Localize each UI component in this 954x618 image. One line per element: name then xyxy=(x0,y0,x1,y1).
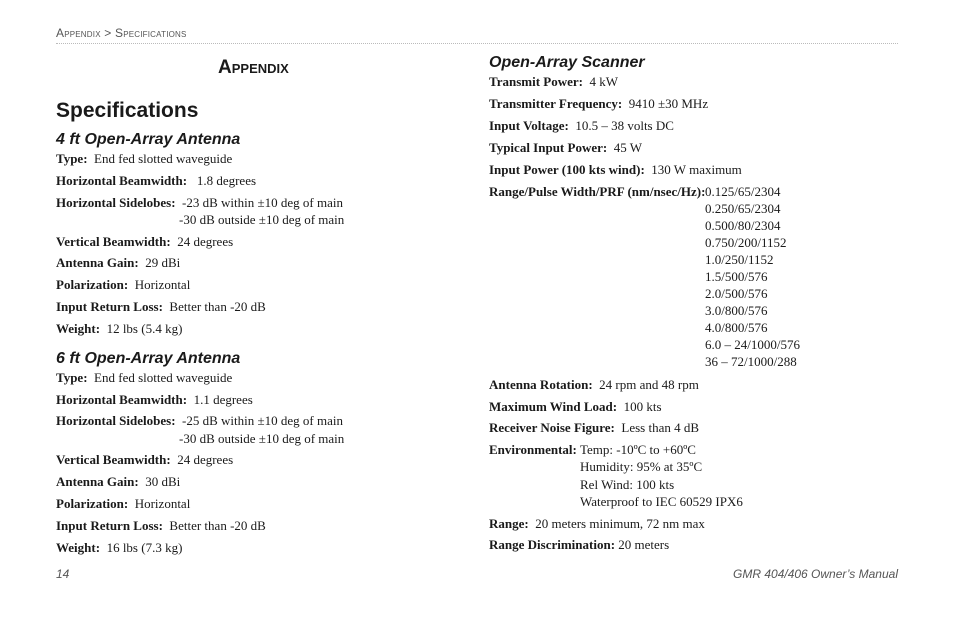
spec-row xyxy=(489,95,708,112)
spec-row xyxy=(489,515,705,532)
page-number: 14 xyxy=(56,567,70,581)
spec-label: Antenna Gain: xyxy=(56,255,139,270)
spec-label: Receiver Noise Figure: xyxy=(489,420,615,435)
spec-row xyxy=(56,391,253,408)
environmental-value: Waterproof to IEC 60529 IPX6 xyxy=(580,494,743,509)
spec-label: Horizontal Beamwidth: xyxy=(56,392,188,407)
spec-row xyxy=(56,254,180,271)
range-pulse-value: 3.0/800/576 xyxy=(705,303,768,318)
spec-row xyxy=(56,517,266,534)
spec-label: Horizontal Sidelobes: xyxy=(56,195,176,210)
spec-label: Environmental: xyxy=(489,442,577,457)
spec-label: Input Power (100 kts wind): xyxy=(489,162,645,177)
spec-value: 20 meters minimum, 72 nm max xyxy=(535,516,705,531)
spec-row xyxy=(56,320,182,337)
spec-label: Horizontal Beamwidth: xyxy=(56,173,188,188)
spec-value: Better than -20 dB xyxy=(169,518,266,533)
spec-value-continued: -30 dB outside ±10 deg of main xyxy=(179,212,345,227)
spec-row xyxy=(56,233,233,250)
spec-row xyxy=(489,419,699,436)
manual-title: GMR 404/406 Owner’s Manual xyxy=(733,567,898,581)
appendix-title: Appendix xyxy=(218,57,289,78)
spec-label: Range Discrimination: xyxy=(489,537,616,552)
spec-value: 30 dBi xyxy=(145,474,181,489)
environmental-value: Rel Wind: 100 kts xyxy=(580,477,675,492)
spec-label: Polarization: xyxy=(56,277,129,292)
spec-value: Less than 4 dB xyxy=(621,420,700,435)
spec-label: Vertical Beamwidth: xyxy=(56,234,171,249)
spec-row xyxy=(56,369,232,386)
spec-value: 20 meters xyxy=(618,537,670,552)
environmental-value: Humidity: 95% at 35ºC xyxy=(580,459,703,474)
range-pulse-value: 6.0 – 24/1000/576 xyxy=(705,337,800,352)
spec-value-continued: -30 dB outside ±10 deg of main xyxy=(179,431,345,446)
spec-value: 1.8 degrees xyxy=(196,173,257,188)
spec-label: Type: xyxy=(56,370,88,385)
header-rule xyxy=(56,43,898,44)
range-pulse-value: 1.5/500/576 xyxy=(705,269,768,284)
spec-label: Vertical Beamwidth: xyxy=(56,452,171,467)
range-pulse-value: 0.750/200/1152 xyxy=(705,235,787,250)
range-pulse-value: 4.0/800/576 xyxy=(705,320,768,335)
environmental-value: Temp: -10ºC to +60ºC xyxy=(580,442,696,457)
spec-value: 10.5 – 38 volts DC xyxy=(575,118,674,133)
section-heading-6ft: 6 ft Open-Array Antenna xyxy=(56,350,241,367)
spec-label: Transmit Power: xyxy=(489,74,583,89)
spec-row xyxy=(489,536,669,553)
spec-label: Polarization: xyxy=(56,496,129,511)
spec-row xyxy=(56,276,190,293)
spec-row xyxy=(56,539,182,556)
spec-label: Weight: xyxy=(56,540,101,555)
spec-row xyxy=(56,172,256,189)
spec-value: Better than -20 dB xyxy=(169,299,266,314)
spec-row xyxy=(56,451,233,468)
spec-value: 16 lbs (7.3 kg) xyxy=(106,540,183,555)
range-pulse-value: 1.0/250/1152 xyxy=(705,252,774,267)
spec-label: Weight: xyxy=(56,321,101,336)
range-pulse-value: 0.500/80/2304 xyxy=(705,218,781,233)
spec-value: Horizontal xyxy=(134,277,191,292)
spec-row xyxy=(56,473,180,490)
spec-label: Range/Pulse Width/PRF (nm/nsec/Hz): xyxy=(489,184,706,199)
spec-value: 24 rpm and 48 rpm xyxy=(599,377,699,392)
spec-value: 24 degrees xyxy=(177,452,234,467)
spec-row xyxy=(56,298,266,315)
spec-value: 130 W maximum xyxy=(651,162,742,177)
section-heading-scanner: Open-Array Scanner xyxy=(489,54,645,71)
spec-label: Maximum Wind Load: xyxy=(489,399,618,414)
spec-label: Antenna Gain: xyxy=(56,474,139,489)
spec-row xyxy=(56,412,343,429)
spec-label: Input Return Loss: xyxy=(56,299,163,314)
spec-row xyxy=(56,495,190,512)
spec-row xyxy=(489,161,742,178)
spec-row xyxy=(489,441,577,458)
spec-label: Input Return Loss: xyxy=(56,518,163,533)
spec-value: 12 lbs (5.4 kg) xyxy=(106,321,183,336)
section-heading-4ft: 4 ft Open-Array Antenna xyxy=(56,131,241,148)
spec-label: Antenna Rotation: xyxy=(489,377,593,392)
spec-label: Transmitter Frequency: xyxy=(489,96,623,111)
spec-value: Horizontal xyxy=(134,496,191,511)
spec-value: 29 dBi xyxy=(145,255,181,270)
spec-value: End fed slotted waveguide xyxy=(94,151,233,166)
spec-row xyxy=(489,398,662,415)
spec-value: 1.1 degrees xyxy=(193,392,253,407)
spec-value: End fed slotted waveguide xyxy=(94,370,233,385)
spec-value: 100 kts xyxy=(623,399,662,414)
spec-label: Range: xyxy=(489,516,529,531)
page-title: Specifications xyxy=(56,99,199,122)
spec-label: Typical Input Power: xyxy=(489,140,608,155)
spec-value: 45 W xyxy=(613,140,643,155)
spec-value: 4 kW xyxy=(589,74,619,89)
spec-row xyxy=(489,73,618,90)
spec-row xyxy=(489,117,674,134)
spec-label: Input Voltage: xyxy=(489,118,569,133)
spec-row xyxy=(56,150,232,167)
breadcrumb: Appendix > Specifications xyxy=(56,26,187,40)
range-pulse-value: 2.0/500/576 xyxy=(705,286,768,301)
spec-row xyxy=(489,183,705,200)
spec-row xyxy=(489,376,699,393)
spec-row xyxy=(489,139,642,156)
spec-value: -23 dB within ±10 deg of main xyxy=(182,195,343,210)
range-pulse-value: 36 – 72/1000/288 xyxy=(705,354,797,369)
spec-value: 9410 ±30 MHz xyxy=(628,96,709,111)
spec-value: -25 dB within ±10 deg of main xyxy=(182,413,343,428)
spec-label: Horizontal Sidelobes: xyxy=(56,413,176,428)
spec-value: 24 degrees xyxy=(177,234,234,249)
range-pulse-value: 0.250/65/2304 xyxy=(705,201,781,216)
spec-row xyxy=(56,194,343,211)
spec-label: Type: xyxy=(56,151,88,166)
range-pulse-value: 0.125/65/2304 xyxy=(705,184,781,199)
